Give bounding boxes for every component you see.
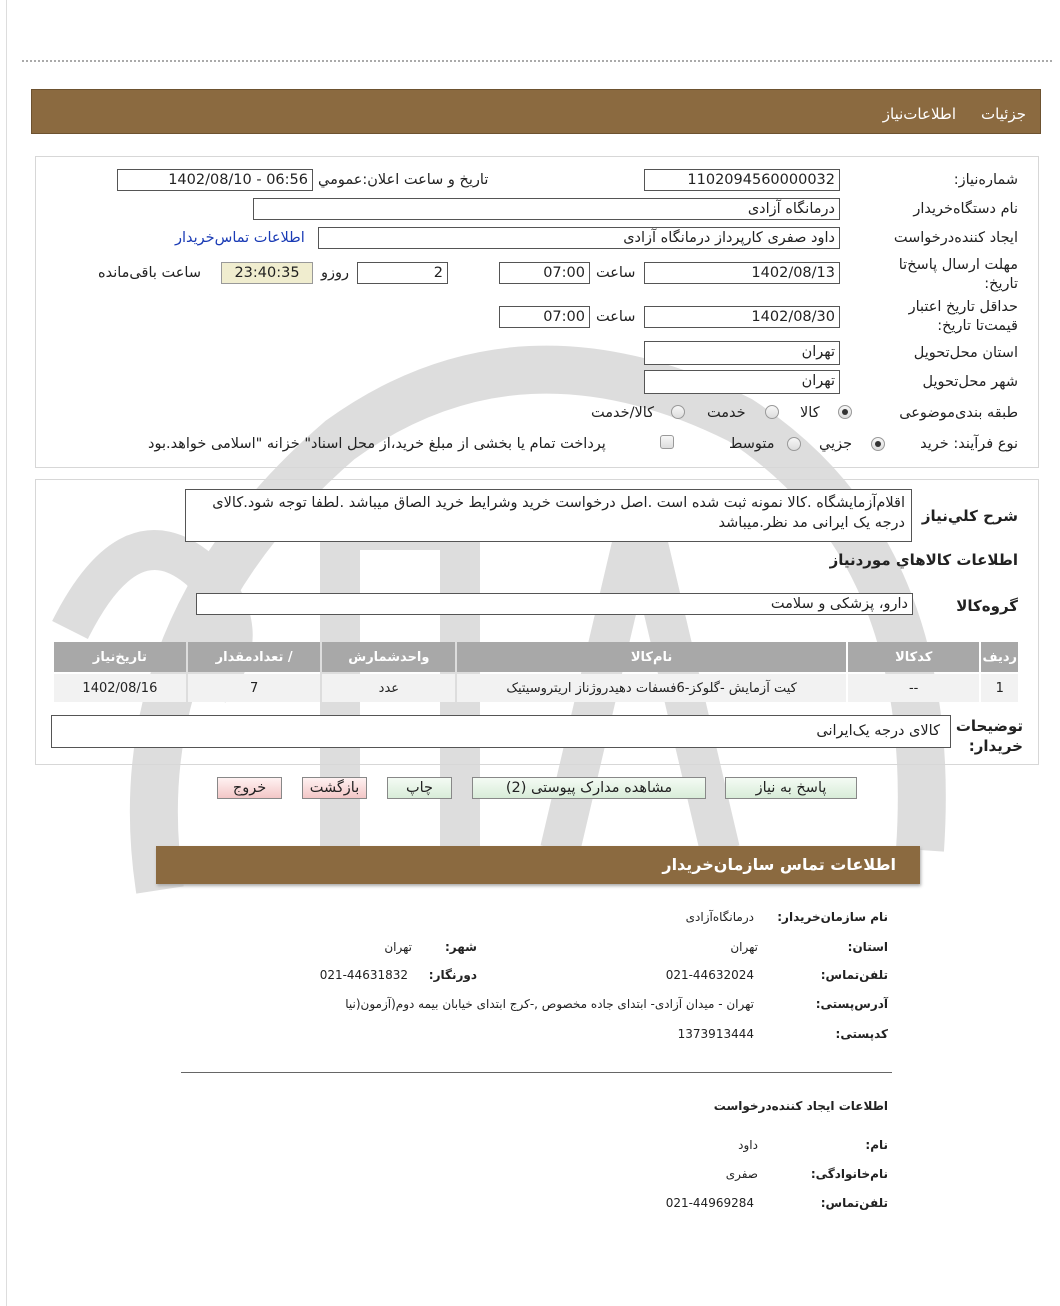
announce-field: 1402/08/10 - 06:56 [117, 169, 313, 191]
process-medium-label: متوسط [729, 436, 775, 452]
validity-time-label: ساعت [596, 309, 636, 325]
validity-label: حداقل تاریخ اعتبار قیمت‌تا تاریخ: [908, 299, 1018, 334]
back-button[interactable]: بازگشت [302, 777, 367, 799]
goods-info-title: اطلاعات کالاهاي موردنیاز [829, 551, 1018, 569]
deadline-time-field: 07:00 [499, 262, 590, 284]
creator-phone-label: تلفن‌تماس: [820, 1196, 888, 1210]
cell-name: کیت آزمایش -گلوکز-6فسفات دهیدروژناز اریتروسیتیک [457, 674, 846, 702]
summary-text: اقلام‌آزمایشگاه .کالا نمونه ثبت شده است .اصل درخواست خرید وشرایط خرید الصاق میباشد .لطفا توجه شود.کالای درجه یک ایرانی مد نظر.میباشد [185, 489, 912, 542]
contact-postal-label: کدپستی: [835, 1027, 888, 1041]
province-field: تهران [644, 341, 840, 365]
category-label: طبقه بندی‌موضوعی [899, 405, 1018, 421]
contact-city-value: تهران [384, 940, 412, 954]
deadline-date-field: 1402/08/13 [644, 262, 840, 284]
goods-table [52, 640, 1020, 704]
category-goods-label: کالا [800, 405, 820, 421]
deadline-time-label: ساعت [596, 265, 636, 281]
tab-need-info[interactable]: اطلاعات‌نیاز [882, 105, 956, 123]
validity-time-field: 07:00 [499, 306, 590, 328]
goods-group-label: گروه‌کالا [956, 597, 1018, 615]
contact-fax-label: دورنگار: [428, 968, 477, 982]
contact-fax-value: 021-44631832 [319, 968, 408, 982]
buyer-notes-field: کالای درجه یک‌ایرانی [51, 715, 951, 748]
contact-address-value: تهران - میدان آزادی- ابتدای جاده مخصوص ,-کرج ابتدای خیابان بیمه دوم(آزمون(نیا [345, 997, 754, 1011]
cell-quantity: 7 [188, 674, 321, 702]
creator-field: داود صفری کارپرداز درمانگاه آزادی [318, 227, 840, 249]
city-field: تهران [644, 370, 840, 394]
need-number-label: شماره‌نیاز: [953, 172, 1018, 188]
cell-code: -- [848, 674, 980, 702]
buyer-contact-header [156, 846, 920, 884]
exit-button[interactable]: خروج [217, 777, 282, 799]
province-label: استان محل‌تحویل [913, 345, 1018, 361]
contact-phone-value: 021-44632024 [665, 968, 754, 982]
creator-name-value: داود [738, 1138, 758, 1152]
treasury-payment-label: پرداخت تمام یا بخشی از مبلغ خرید،از محل اسناد" خزانه "اسلامی خواهد.بود [148, 436, 606, 452]
days-field: 2 [357, 262, 448, 284]
process-small-radio[interactable] [871, 437, 885, 451]
dotted-separator [22, 60, 1052, 62]
buyer-contact-title: اطلاعات تماس سازمان‌خریدار [662, 855, 896, 874]
process-medium-radio[interactable] [787, 437, 801, 451]
goods-group-field: دارو، پزشکی و سلامت [196, 593, 913, 615]
category-service-radio[interactable] [765, 405, 779, 419]
days-label: روزو [321, 265, 350, 281]
category-both-label: کالا/خدمت [591, 405, 655, 421]
creator-info-title: اطلاعات ایجاد کننده‌درخواست [713, 1099, 888, 1113]
contact-province-value: تهران [730, 940, 758, 954]
buyer-notes-label: توضیحات خریدار: [955, 717, 1023, 755]
category-service-label: خدمت [707, 405, 746, 421]
remaining-timer: 23:40:35 [221, 262, 313, 284]
contact-address-label: آدرس‌پستی: [815, 997, 888, 1011]
creator-family-label: نام‌خانوادگی: [810, 1167, 888, 1181]
print-button[interactable]: چاپ [387, 777, 452, 799]
table-header-row [54, 642, 1018, 672]
page-border [6, 0, 7, 1306]
contact-divider [181, 1072, 892, 1073]
contact-phone-label: تلفن‌تماس: [820, 968, 888, 982]
contact-province-label: استان: [847, 940, 888, 954]
process-small-label: جزیي [819, 436, 853, 452]
table-row [54, 674, 1018, 702]
col-header-code: کدکالا [848, 642, 980, 672]
need-number-field: 1102094560000032 [644, 169, 840, 191]
col-header-name: نام‌کالا [457, 642, 846, 672]
buyer-org-field: درمانگاه آزادی [253, 198, 840, 220]
creator-label: ایجاد کننده‌درخواست [893, 230, 1018, 246]
announce-label: تاریخ و ساعت اعلان:عمومي [318, 172, 489, 188]
col-header-unit: واحدشمارش [322, 642, 455, 672]
cell-date: 1402/08/16 [54, 674, 186, 702]
remaining-label: ساعت باقی‌مانده [98, 265, 201, 281]
col-header-quantity: / تعدادمقدار [188, 642, 321, 672]
buyer-contact-link[interactable]: اطلاعات تماس‌خریدار [175, 230, 305, 246]
view-attachments-button[interactable]: مشاهده مدارک پیوستی (2) [472, 777, 706, 799]
creator-family-value: صفری [725, 1167, 758, 1181]
tab-details[interactable]: جزئیات [981, 105, 1026, 123]
col-header-row-number: ردیف [981, 642, 1018, 672]
buyer-org-label: نام دستگاه‌خریدار [913, 201, 1018, 217]
deadline-label: مهلت ارسال پاسخ‌تا تاریخ: [898, 257, 1018, 292]
treasury-payment-checkbox[interactable] [660, 435, 674, 449]
summary-label: شرح کلي‌نیاز [921, 507, 1018, 525]
top-header-bar [31, 89, 1041, 134]
creator-phone-value: 021-44969284 [665, 1196, 754, 1210]
category-goods-radio[interactable] [838, 405, 852, 419]
validity-date-field: 1402/08/30 [644, 306, 840, 328]
category-both-radio[interactable] [671, 405, 685, 419]
contact-org-label: نام سازمان‌خریدار: [777, 910, 888, 924]
contact-postal-value: 1373913444 [677, 1027, 754, 1041]
contact-org-value: درمانگاه‌آزادی [685, 910, 754, 924]
col-header-date: تاریخ‌نیاز [54, 642, 186, 672]
reply-button[interactable]: پاسخ به نیاز [725, 777, 857, 799]
creator-name-label: نام: [865, 1138, 888, 1152]
cell-row-number: 1 [981, 674, 1018, 702]
process-type-label: نوع فرآیند: خرید [920, 436, 1018, 452]
contact-city-label: شهر: [445, 940, 477, 954]
city-label: شهر محل‌تحویل [922, 374, 1018, 390]
cell-unit: عدد [322, 674, 455, 702]
